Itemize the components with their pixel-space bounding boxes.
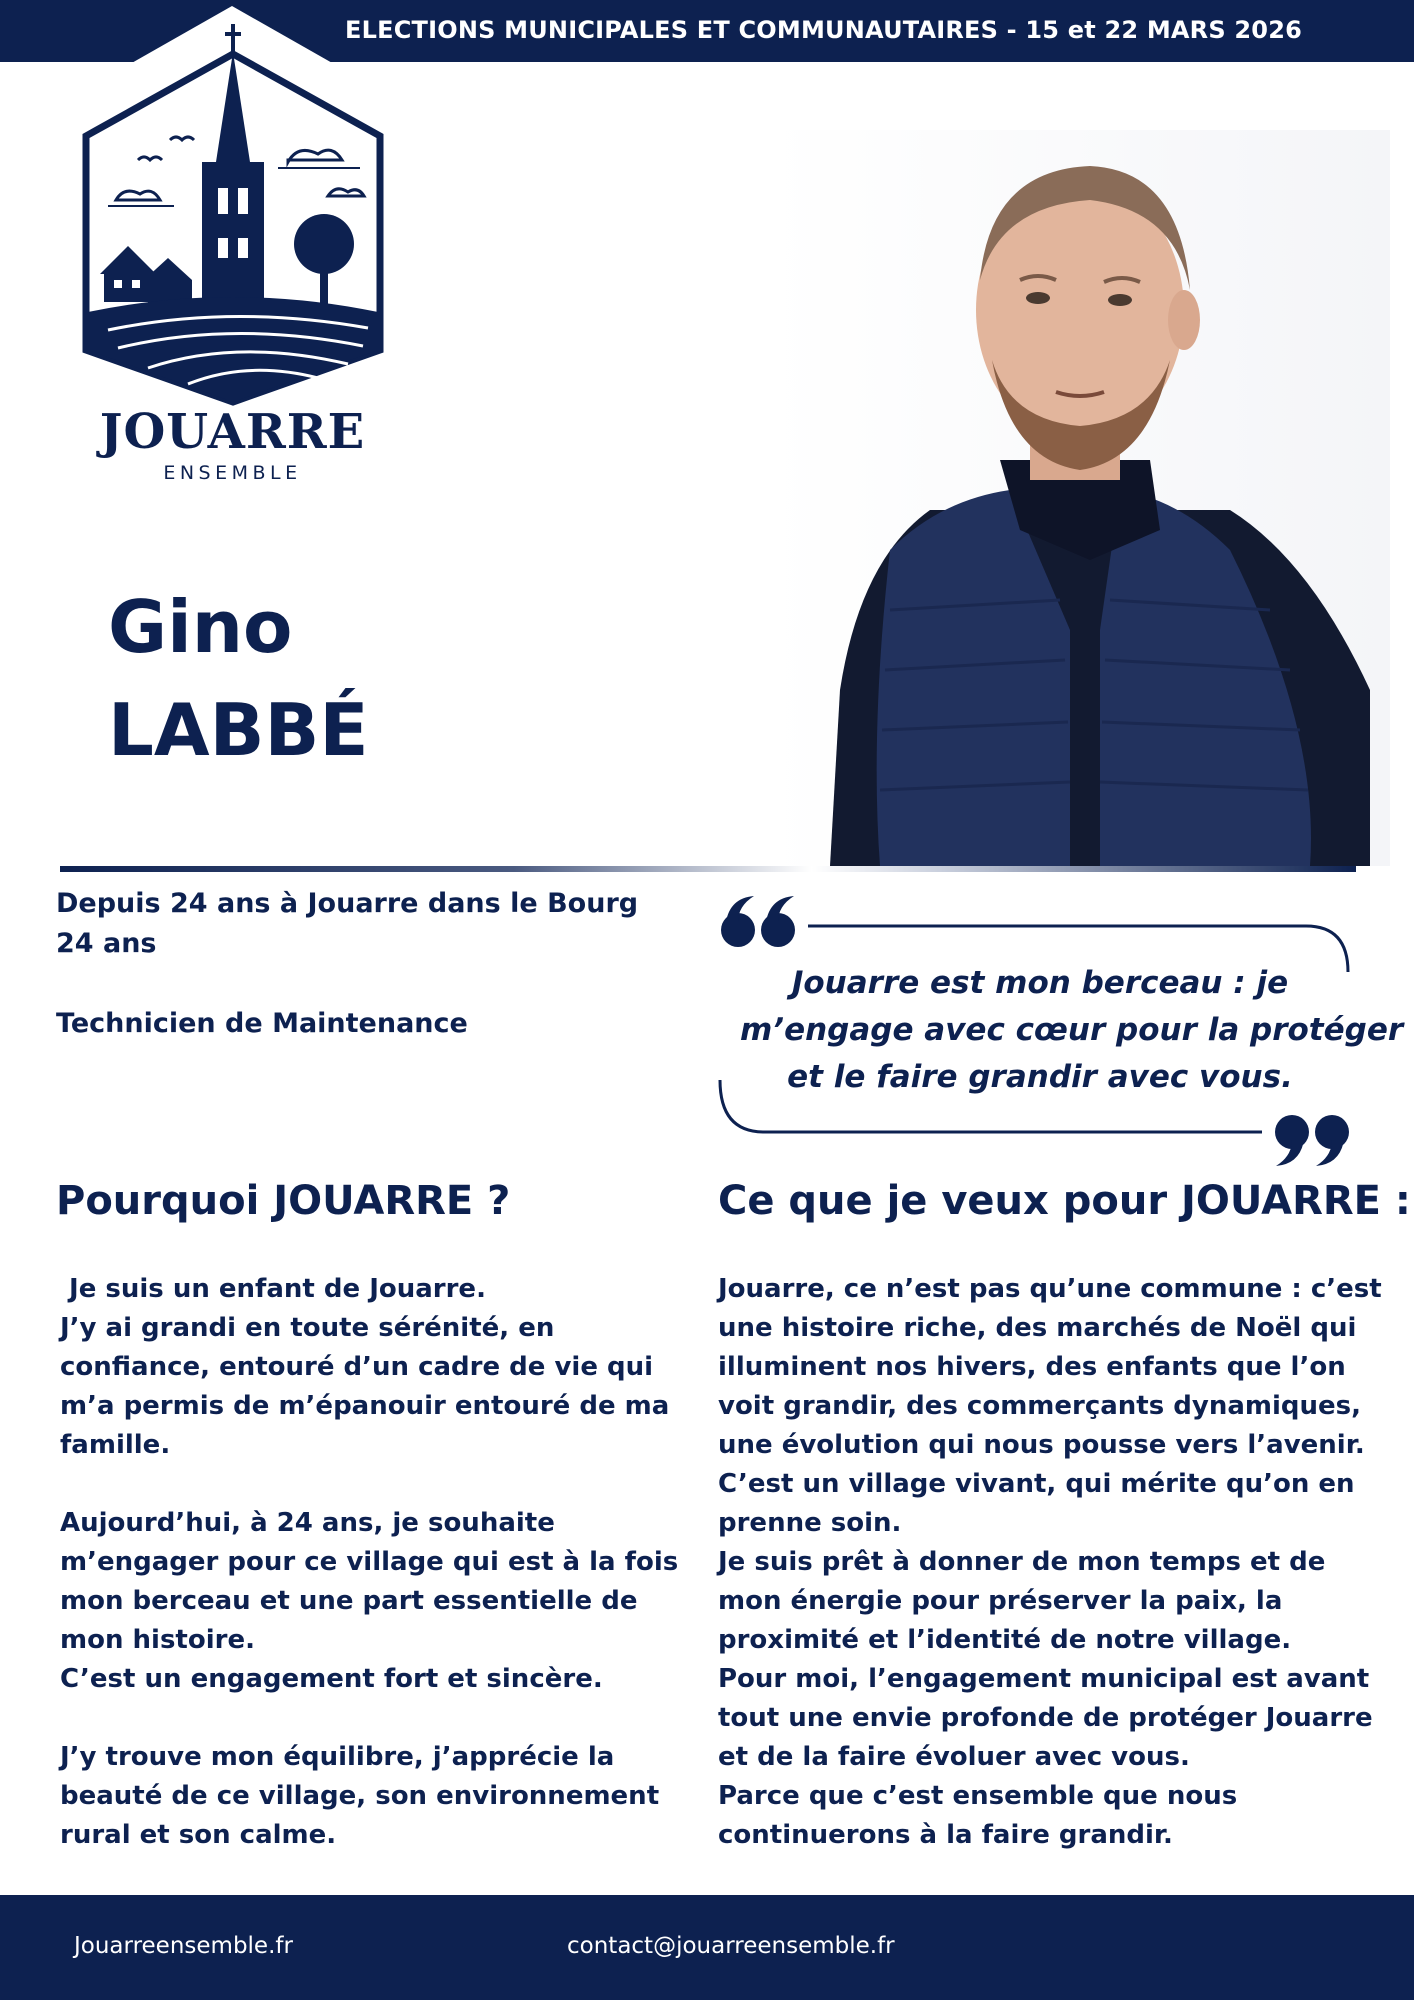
want-text bbox=[718, 1270, 1382, 1855]
church-village-emblem-icon bbox=[78, 12, 388, 412]
why-line: beauté de ce village, son environnement bbox=[60, 1781, 660, 1811]
quote-line: et le faire grandir avec vous. bbox=[787, 1059, 1293, 1095]
section-divider bbox=[60, 866, 1356, 872]
want-line: illuminent nos hivers, des enfants que l’on bbox=[718, 1352, 1346, 1382]
want-line: Jouarre, ce n’est pas qu’une commune : c’est bbox=[718, 1274, 1382, 1304]
paragraph-gap bbox=[60, 1699, 660, 1738]
want-line: continuerons à la faire grandir. bbox=[718, 1820, 1173, 1850]
paragraph-gap bbox=[60, 1465, 660, 1504]
want-line: prenne soin. bbox=[718, 1508, 902, 1538]
why-line: J’y trouve mon équilibre, j’apprécie la bbox=[60, 1742, 615, 1772]
footer bbox=[0, 1895, 1414, 2000]
candidate-first-name: Gino bbox=[108, 585, 293, 669]
want-line: Je suis prêt à donner de mon temps et de bbox=[718, 1547, 1326, 1577]
election-banner-text: ELECTIONS MUNICIPALES ET COMMUNAUTAIRES - 15 et 22 MARS 2026 bbox=[345, 16, 1302, 44]
why-line: m’engager pour ce village qui est à la fois bbox=[60, 1547, 679, 1577]
age-info: 24 ans bbox=[56, 928, 157, 959]
why-line: J’y ai grandi en toute sérénité, en bbox=[60, 1313, 555, 1343]
candidate-portrait-icon bbox=[770, 130, 1390, 866]
candidate-last-name: LABBÉ bbox=[108, 688, 369, 772]
quote-line: m’engage avec cœur pour la protéger bbox=[740, 1012, 1404, 1048]
open-quote-icon bbox=[721, 896, 795, 947]
want-line: une évolution qui nous pousse vers l’avenir. bbox=[718, 1430, 1365, 1460]
want-line: proximité et l’identité de notre village. bbox=[718, 1625, 1292, 1655]
why-line: m’a permis de m’épanouir entouré de ma bbox=[60, 1391, 670, 1421]
why-line: mon berceau et une part essentielle de bbox=[60, 1586, 638, 1616]
why-line: confiance, entouré d’un cadre de vie qui bbox=[60, 1352, 654, 1382]
want-line: C’est un village vivant, qui mérite qu’on en bbox=[718, 1469, 1355, 1499]
want-line: mon énergie pour préserver la paix, la bbox=[718, 1586, 1283, 1616]
job-info: Technicien de Maintenance bbox=[56, 1008, 468, 1039]
logo-tagline: ENSEMBLE bbox=[163, 462, 302, 484]
want-line: Parce que c’est ensemble que nous bbox=[718, 1781, 1238, 1811]
why-line: famille. bbox=[60, 1430, 171, 1460]
want-line: Pour moi, l’engagement municipal est avant bbox=[718, 1664, 1370, 1694]
why-line: Je suis un enfant de Jouarre. bbox=[60, 1274, 486, 1304]
website-link[interactable]: Jouarreensemble.fr bbox=[74, 1933, 293, 1959]
want-line: tout une envie profonde de protéger Jouarre bbox=[718, 1703, 1373, 1733]
why-line: C’est un engagement fort et sincère. bbox=[60, 1664, 603, 1694]
why-line: mon histoire. bbox=[60, 1625, 255, 1655]
quote-text bbox=[740, 960, 1404, 1101]
why-text bbox=[60, 1270, 679, 1855]
why-line: Aujourd’hui, à 24 ans, je souhaite bbox=[60, 1508, 555, 1538]
want-heading: Ce que je veux pour JOUARRE : bbox=[718, 1178, 1411, 1224]
email-link[interactable]: contact@jouarreensemble.fr bbox=[567, 1933, 895, 1959]
residence-info: Depuis 24 ans à Jouarre dans le Bourg bbox=[56, 888, 639, 919]
close-quote-icon bbox=[1275, 1115, 1349, 1166]
quote-line: Jouarre est mon berceau : je bbox=[791, 965, 1289, 1001]
want-line: voit grandir, des commerçants dynamiques, bbox=[718, 1391, 1361, 1421]
want-line: une histoire riche, des marchés de Noël qui bbox=[718, 1313, 1357, 1343]
why-line: rural et son calme. bbox=[60, 1820, 337, 1850]
why-heading: Pourquoi JOUARRE ? bbox=[56, 1178, 511, 1224]
logo-name: JOUARRE bbox=[99, 404, 366, 460]
want-line: et de la faire évoluer avec vous. bbox=[718, 1742, 1190, 1772]
